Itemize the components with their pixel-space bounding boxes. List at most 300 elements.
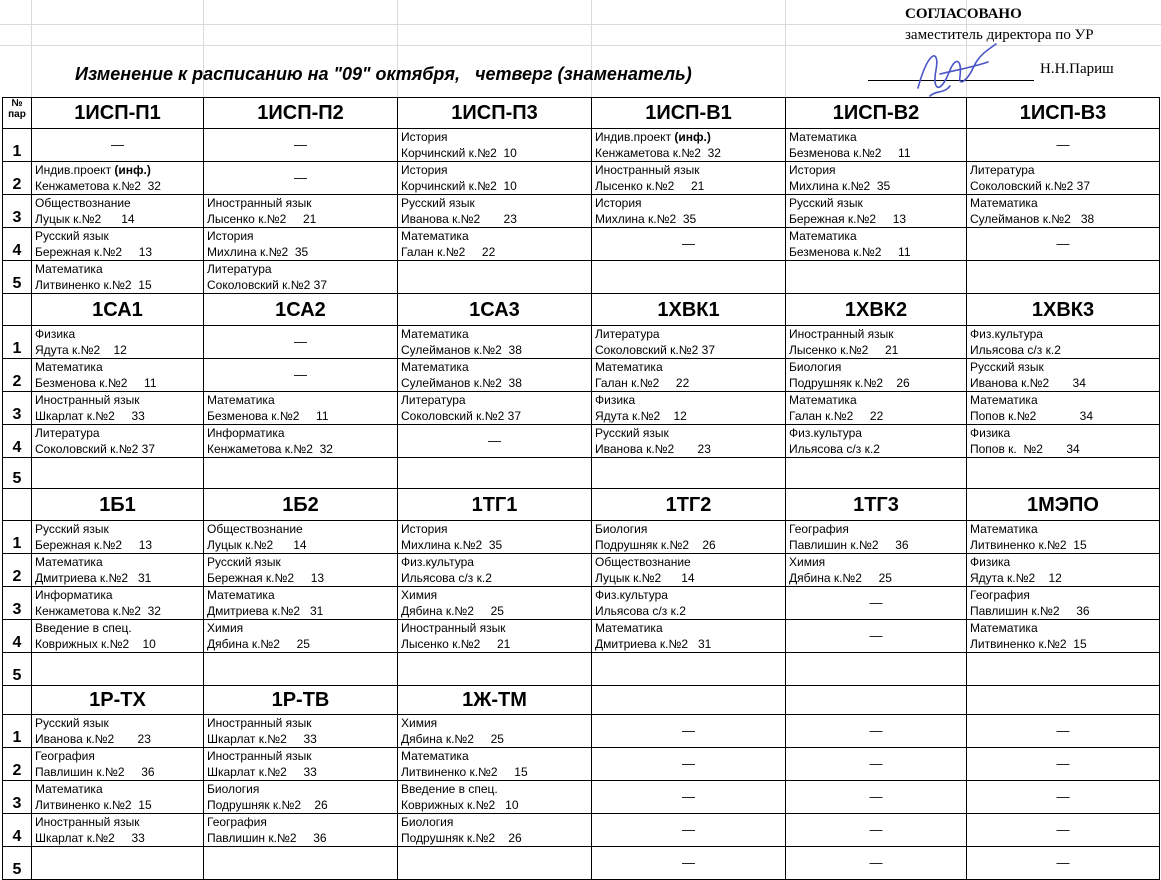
lesson-cell: — bbox=[592, 847, 786, 880]
subject-name: Математика bbox=[207, 588, 275, 602]
lesson-cell: — bbox=[592, 781, 786, 814]
lesson-row bbox=[3, 425, 1160, 458]
subject-name: Обществознание bbox=[207, 522, 303, 536]
subject-name: История bbox=[789, 163, 836, 177]
lesson-cell bbox=[398, 392, 592, 425]
teacher-room: Дмитриева к.№2 31 bbox=[35, 571, 152, 585]
lesson-cell bbox=[32, 715, 204, 748]
approval-block bbox=[905, 4, 1094, 43]
lesson-cell: — bbox=[786, 620, 967, 653]
subject-name: Русский язык bbox=[970, 360, 1044, 374]
subject-name: Обществознание bbox=[595, 555, 691, 569]
subject-name: Химия bbox=[401, 588, 438, 602]
group-name: 1ИСП-П1 bbox=[32, 98, 204, 129]
pair-number: 1 bbox=[3, 521, 32, 554]
teacher-room: Соколовский к.№2 37 bbox=[401, 409, 521, 423]
subject-name: Математика bbox=[595, 621, 663, 635]
lesson-cell bbox=[967, 425, 1160, 458]
subject-name: История bbox=[207, 229, 254, 243]
subject-name: Иностранный язык bbox=[789, 327, 894, 341]
lesson-cell bbox=[398, 162, 592, 195]
lesson-cell bbox=[786, 458, 967, 489]
teacher-room: Безменова к.№2 11 bbox=[789, 245, 911, 259]
teacher-room: Галан к.№2 22 bbox=[595, 376, 690, 390]
teacher-room: Ядута к.№2 12 bbox=[970, 571, 1062, 585]
teacher-room: Литвиненко к.№2 15 bbox=[970, 637, 1087, 651]
teacher-room: Михлина к.№2 35 bbox=[595, 212, 697, 226]
teacher-room: Соколовский к.№2 37 bbox=[970, 179, 1090, 193]
subject-name: Литература bbox=[595, 327, 660, 341]
subject-name: Математика bbox=[970, 522, 1038, 536]
pair-number: 3 bbox=[3, 195, 32, 228]
pair-number: 2 bbox=[3, 359, 32, 392]
teacher-room: Дябина к.№2 25 bbox=[789, 571, 892, 585]
lesson-cell bbox=[786, 261, 967, 294]
lesson-cell: — bbox=[204, 359, 398, 392]
pair-number: 1 bbox=[3, 326, 32, 359]
teacher-room: Бережная к.№2 13 bbox=[35, 245, 153, 259]
lesson-cell bbox=[398, 359, 592, 392]
lesson-cell bbox=[32, 814, 204, 847]
teacher-room: Павлишин к.№2 36 bbox=[789, 538, 909, 552]
lesson-cell bbox=[967, 261, 1160, 294]
teacher-room: Луцык к.№2 14 bbox=[207, 538, 307, 552]
subject-name: Иностранный язык bbox=[595, 163, 700, 177]
lesson-cell bbox=[967, 587, 1160, 620]
lesson-cell bbox=[967, 653, 1160, 686]
subject-name: Физ.культура bbox=[595, 588, 668, 602]
teacher-room: Павлишин к.№2 36 bbox=[970, 604, 1090, 618]
subject-name: География bbox=[207, 815, 267, 829]
teacher-room: Бережная к.№2 13 bbox=[35, 538, 153, 552]
teacher-room: Лысенко к.№2 21 bbox=[595, 179, 705, 193]
lesson-cell bbox=[592, 425, 786, 458]
subject-name: Русский язык bbox=[35, 229, 109, 243]
lesson-cell: — bbox=[592, 228, 786, 261]
teacher-room: Подрушняк к.№2 26 bbox=[207, 798, 328, 812]
lesson-row bbox=[3, 554, 1160, 587]
subject-name: Математика bbox=[35, 262, 103, 276]
lesson-cell bbox=[592, 620, 786, 653]
lesson-cell bbox=[786, 653, 967, 686]
lesson-cell bbox=[204, 554, 398, 587]
subject-name: Введение в спец. bbox=[401, 782, 498, 796]
lesson-cell bbox=[398, 587, 592, 620]
lesson-cell bbox=[967, 554, 1160, 587]
subject-name: Физика bbox=[970, 555, 1011, 569]
lesson-cell bbox=[786, 326, 967, 359]
teacher-room: Луцык к.№2 14 bbox=[595, 571, 695, 585]
teacher-room: Михлина к.№2 35 bbox=[207, 245, 309, 259]
lesson-cell: — bbox=[204, 326, 398, 359]
teacher-room: Дябина к.№2 25 bbox=[401, 604, 504, 618]
subject-name: Индив.проект (инф.) bbox=[35, 163, 151, 177]
lesson-cell: — bbox=[786, 715, 967, 748]
teacher-room: Шкарлат к.№2 33 bbox=[35, 409, 145, 423]
lesson-cell bbox=[32, 195, 204, 228]
teacher-room: Попов к.№2 34 bbox=[970, 409, 1093, 423]
teacher-room: Михлина к.№2 35 bbox=[789, 179, 891, 193]
lesson-cell: — bbox=[786, 847, 967, 880]
lesson-cell bbox=[204, 195, 398, 228]
lesson-cell bbox=[204, 425, 398, 458]
lesson-cell bbox=[32, 392, 204, 425]
group-header-row bbox=[3, 686, 1160, 715]
lesson-cell bbox=[398, 620, 592, 653]
corner-cell bbox=[3, 294, 32, 326]
teacher-room: Шкарлат к.№2 33 bbox=[207, 765, 317, 779]
lesson-cell bbox=[592, 326, 786, 359]
subject-name: Физ.культура bbox=[401, 555, 474, 569]
lesson-cell bbox=[398, 847, 592, 880]
lesson-cell bbox=[32, 326, 204, 359]
handwritten-signature bbox=[910, 40, 1005, 102]
teacher-room: Иванова к.№2 23 bbox=[35, 732, 151, 746]
subject-name: Физика bbox=[970, 426, 1011, 440]
corner-label: № bbox=[11, 98, 23, 109]
lesson-cell bbox=[592, 521, 786, 554]
teacher-room: Шкарлат к.№2 33 bbox=[207, 732, 317, 746]
subject-name: Математика bbox=[970, 196, 1038, 210]
teacher-room: Лысенко к.№2 21 bbox=[789, 343, 899, 357]
lesson-cell bbox=[786, 162, 967, 195]
group-header-row bbox=[3, 489, 1160, 521]
teacher-room: Бережная к.№2 13 bbox=[207, 571, 325, 585]
subject-name: География bbox=[35, 749, 95, 763]
subject-name: Обществознание bbox=[35, 196, 131, 210]
lesson-cell: — bbox=[967, 781, 1160, 814]
subject-name: Математика bbox=[789, 229, 857, 243]
teacher-room: Луцык к.№2 14 bbox=[35, 212, 135, 226]
lesson-cell bbox=[592, 554, 786, 587]
pair-number: 5 bbox=[3, 847, 32, 880]
lesson-cell bbox=[786, 521, 967, 554]
subject-name: История bbox=[401, 130, 448, 144]
approval-heading: СОГЛАСОВАНО bbox=[905, 6, 1022, 22]
lesson-cell bbox=[32, 458, 204, 489]
lesson-row bbox=[3, 748, 1160, 781]
lesson-cell bbox=[592, 392, 786, 425]
lesson-cell bbox=[967, 521, 1160, 554]
lesson-cell bbox=[967, 458, 1160, 489]
teacher-room: Ильясова с/з к.2 bbox=[401, 571, 492, 585]
corner-label: пар bbox=[8, 109, 26, 120]
teacher-room: Безменова к.№2 11 bbox=[789, 146, 911, 160]
pair-number: 5 bbox=[3, 458, 32, 489]
subject-name: Русский язык bbox=[401, 196, 475, 210]
pair-number: 1 bbox=[3, 715, 32, 748]
lesson-cell bbox=[592, 653, 786, 686]
teacher-room: Коврижных к.№2 10 bbox=[35, 637, 156, 651]
teacher-room: Павлишин к.№2 36 bbox=[207, 831, 327, 845]
teacher-room: Кенжаметова к.№2 32 bbox=[35, 179, 161, 193]
pair-number: 4 bbox=[3, 620, 32, 653]
subject-name: География bbox=[789, 522, 849, 536]
corner-cell bbox=[3, 489, 32, 521]
teacher-room: Литвиненко к.№2 15 bbox=[401, 765, 528, 779]
lesson-cell bbox=[398, 458, 592, 489]
subject-note: (инф.) bbox=[674, 130, 711, 144]
subject-name: Математика bbox=[35, 360, 103, 374]
lesson-cell bbox=[398, 814, 592, 847]
lesson-cell bbox=[967, 195, 1160, 228]
corner-cell bbox=[3, 686, 32, 715]
lesson-row bbox=[3, 195, 1160, 228]
pair-number: 1 bbox=[3, 129, 32, 162]
lesson-row bbox=[3, 392, 1160, 425]
subject-name: Физ.культура bbox=[789, 426, 862, 440]
lesson-cell bbox=[786, 195, 967, 228]
subject-name: История bbox=[401, 163, 448, 177]
group-name: 1ИСП-П2 bbox=[204, 98, 398, 129]
teacher-room: Бережная к.№2 13 bbox=[789, 212, 907, 226]
teacher-room: Подрушняк к.№2 26 bbox=[789, 376, 910, 390]
lesson-row bbox=[3, 261, 1160, 294]
lesson-cell: — bbox=[967, 814, 1160, 847]
subject-name: Математика bbox=[789, 393, 857, 407]
lesson-row bbox=[3, 458, 1160, 489]
lesson-cell bbox=[204, 392, 398, 425]
subject-name: Математика bbox=[207, 393, 275, 407]
lesson-cell bbox=[786, 359, 967, 392]
teacher-room: Корчинский к.№2 10 bbox=[401, 179, 517, 193]
subject-name: Математика bbox=[35, 555, 103, 569]
teacher-room: Михлина к.№2 35 bbox=[401, 538, 503, 552]
lesson-cell: — bbox=[786, 781, 967, 814]
group-name: 1ИСП-П3 bbox=[398, 98, 592, 129]
lesson-cell bbox=[204, 781, 398, 814]
subject-name: Физика bbox=[595, 393, 636, 407]
teacher-room: Лысенко к.№2 21 bbox=[207, 212, 317, 226]
subject-name: Математика bbox=[401, 360, 469, 374]
lesson-cell: — bbox=[204, 162, 398, 195]
teacher-room: Дябина к.№2 25 bbox=[207, 637, 310, 651]
subject-name: Литература bbox=[207, 262, 272, 276]
teacher-room: Литвиненко к.№2 15 bbox=[35, 278, 152, 292]
subject-name: Информатика bbox=[35, 588, 113, 602]
lesson-row bbox=[3, 228, 1160, 261]
subject-name: Математика bbox=[401, 327, 469, 341]
group-name: 1ХВК3 bbox=[967, 294, 1160, 326]
teacher-room: Шкарлат к.№2 33 bbox=[35, 831, 145, 845]
teacher-room: Дмитриева к.№2 31 bbox=[595, 637, 712, 651]
signer-name: Н.Н.Париш bbox=[1040, 61, 1114, 77]
subject-name: Русский язык bbox=[207, 555, 281, 569]
lesson-cell bbox=[398, 228, 592, 261]
lesson-cell bbox=[592, 359, 786, 392]
subject-name: История bbox=[595, 196, 642, 210]
lesson-cell bbox=[204, 458, 398, 489]
lesson-cell bbox=[204, 620, 398, 653]
lesson-cell bbox=[786, 425, 967, 458]
group-name: 1ИСП-В2 bbox=[786, 98, 967, 129]
subject-name: Математика bbox=[401, 749, 469, 763]
subject-name: Математика bbox=[595, 360, 663, 374]
subject-name: Введение в спец. bbox=[35, 621, 132, 635]
lesson-cell: — bbox=[592, 715, 786, 748]
subject-name: Биология bbox=[595, 522, 648, 536]
teacher-room: Ильясова с/з к.2 bbox=[789, 442, 880, 456]
lesson-row bbox=[3, 847, 1160, 880]
lesson-cell: — bbox=[786, 814, 967, 847]
pair-number: 3 bbox=[3, 781, 32, 814]
lesson-cell bbox=[967, 392, 1160, 425]
teacher-room: Корчинский к.№2 10 bbox=[401, 146, 517, 160]
teacher-room: Коврижных к.№2 10 bbox=[401, 798, 519, 812]
pair-number: 4 bbox=[3, 814, 32, 847]
group-name: 1ТГ1 bbox=[398, 489, 592, 521]
lesson-cell bbox=[32, 620, 204, 653]
group-name: 1Б2 bbox=[204, 489, 398, 521]
teacher-room: Соколовский к.№2 37 bbox=[207, 278, 327, 292]
lesson-cell bbox=[398, 748, 592, 781]
pair-number: 5 bbox=[3, 261, 32, 294]
subject-name: Биология bbox=[789, 360, 842, 374]
pair-number: 3 bbox=[3, 392, 32, 425]
subject-name: Химия bbox=[401, 716, 438, 730]
teacher-room: Иванова к.№2 23 bbox=[401, 212, 517, 226]
subject-name: Математика bbox=[970, 621, 1038, 635]
subject-name: Иностранный язык bbox=[207, 196, 312, 210]
lesson-cell bbox=[398, 653, 592, 686]
group-name: 1ИСП-В3 bbox=[967, 98, 1160, 129]
lesson-cell bbox=[398, 326, 592, 359]
lesson-cell bbox=[398, 781, 592, 814]
lesson-cell bbox=[32, 748, 204, 781]
lesson-cell: — bbox=[967, 228, 1160, 261]
subject-name: Русский язык bbox=[35, 522, 109, 536]
lesson-cell bbox=[204, 847, 398, 880]
lesson-cell bbox=[592, 261, 786, 294]
lesson-cell bbox=[204, 814, 398, 847]
teacher-room: Ядута к.№2 12 bbox=[35, 343, 127, 357]
subject-name: Русский язык bbox=[789, 196, 863, 210]
lesson-cell bbox=[967, 359, 1160, 392]
teacher-room: Безменова к.№2 11 bbox=[207, 409, 329, 423]
pair-number: 4 bbox=[3, 425, 32, 458]
lesson-cell bbox=[32, 554, 204, 587]
subject-name: Математика bbox=[401, 229, 469, 243]
teacher-room: Иванова к.№2 34 bbox=[970, 376, 1086, 390]
lesson-cell: — bbox=[967, 129, 1160, 162]
subject-note: (инф.) bbox=[114, 163, 151, 177]
lesson-cell bbox=[967, 162, 1160, 195]
lesson-cell bbox=[204, 715, 398, 748]
lesson-cell: — bbox=[32, 129, 204, 162]
teacher-room: Сулейманов к.№2 38 bbox=[401, 376, 522, 390]
lesson-cell: — bbox=[592, 814, 786, 847]
subject-name: Математика bbox=[789, 130, 857, 144]
lesson-cell bbox=[786, 228, 967, 261]
group-name: 1Ж-ТМ bbox=[398, 686, 592, 715]
subject-name: Иностранный язык bbox=[35, 815, 140, 829]
teacher-room: Павлишин к.№2 36 bbox=[35, 765, 155, 779]
lesson-cell bbox=[32, 425, 204, 458]
lesson-cell bbox=[398, 195, 592, 228]
lesson-row bbox=[3, 814, 1160, 847]
lesson-row bbox=[3, 162, 1160, 195]
subject-name: Иностранный язык bbox=[401, 621, 506, 635]
subject-name: Литература bbox=[35, 426, 100, 440]
group-name: 1СА1 bbox=[32, 294, 204, 326]
lesson-cell bbox=[204, 261, 398, 294]
lesson-cell bbox=[204, 521, 398, 554]
lesson-cell bbox=[592, 587, 786, 620]
lesson-row bbox=[3, 587, 1160, 620]
teacher-room: Соколовский к.№2 37 bbox=[35, 442, 155, 456]
teacher-room: Дябина к.№2 25 bbox=[401, 732, 504, 746]
lesson-cell bbox=[32, 653, 204, 686]
subject-name: История bbox=[401, 522, 448, 536]
group-name: 1Б1 bbox=[32, 489, 204, 521]
lesson-cell bbox=[204, 653, 398, 686]
lesson-cell: — bbox=[592, 748, 786, 781]
lesson-cell bbox=[786, 129, 967, 162]
lesson-cell bbox=[204, 748, 398, 781]
subject-name: Химия bbox=[789, 555, 826, 569]
teacher-room: Подрушняк к.№2 26 bbox=[401, 831, 522, 845]
pair-number: 2 bbox=[3, 554, 32, 587]
teacher-room: Подрушняк к.№2 26 bbox=[595, 538, 716, 552]
lesson-cell: — bbox=[967, 847, 1160, 880]
schedule-table bbox=[2, 97, 1160, 880]
pair-number: 4 bbox=[3, 228, 32, 261]
lesson-cell bbox=[592, 458, 786, 489]
group-name: 1ТГ2 bbox=[592, 489, 786, 521]
lesson-cell bbox=[32, 359, 204, 392]
lesson-row bbox=[3, 715, 1160, 748]
lesson-row bbox=[3, 326, 1160, 359]
group-header-row bbox=[3, 294, 1160, 326]
lesson-cell bbox=[592, 162, 786, 195]
lesson-cell bbox=[32, 587, 204, 620]
lesson-cell: — bbox=[204, 129, 398, 162]
lesson-cell: — bbox=[786, 587, 967, 620]
lesson-cell bbox=[32, 261, 204, 294]
lesson-cell bbox=[204, 228, 398, 261]
subject-name: Математика bbox=[35, 782, 103, 796]
lesson-cell bbox=[398, 715, 592, 748]
subject-name: Русский язык bbox=[595, 426, 669, 440]
teacher-room: Сулейманов к.№2 38 bbox=[970, 212, 1095, 226]
teacher-room: Дмитриева к.№2 31 bbox=[207, 604, 324, 618]
group-header-row bbox=[3, 98, 1160, 129]
lesson-cell: — bbox=[967, 748, 1160, 781]
lesson-cell bbox=[592, 129, 786, 162]
group-name bbox=[592, 686, 786, 715]
lesson-cell bbox=[32, 847, 204, 880]
lesson-row bbox=[3, 129, 1160, 162]
lesson-cell bbox=[398, 261, 592, 294]
teacher-room: Попов к. №2 34 bbox=[970, 442, 1080, 456]
lesson-row bbox=[3, 620, 1160, 653]
subject-name: Иностранный язык bbox=[207, 749, 312, 763]
lesson-row bbox=[3, 781, 1160, 814]
subject-name: Иностранный язык bbox=[35, 393, 140, 407]
pair-number: 2 bbox=[3, 748, 32, 781]
group-name bbox=[786, 686, 967, 715]
lesson-cell bbox=[204, 587, 398, 620]
group-name: 1ХВК2 bbox=[786, 294, 967, 326]
lesson-cell bbox=[398, 554, 592, 587]
lesson-cell bbox=[32, 162, 204, 195]
teacher-room: Галан к.№2 22 bbox=[789, 409, 884, 423]
lesson-row bbox=[3, 653, 1160, 686]
teacher-room: Литвиненко к.№2 15 bbox=[35, 798, 152, 812]
lesson-cell bbox=[32, 228, 204, 261]
lesson-cell: — bbox=[967, 715, 1160, 748]
group-name bbox=[967, 686, 1160, 715]
